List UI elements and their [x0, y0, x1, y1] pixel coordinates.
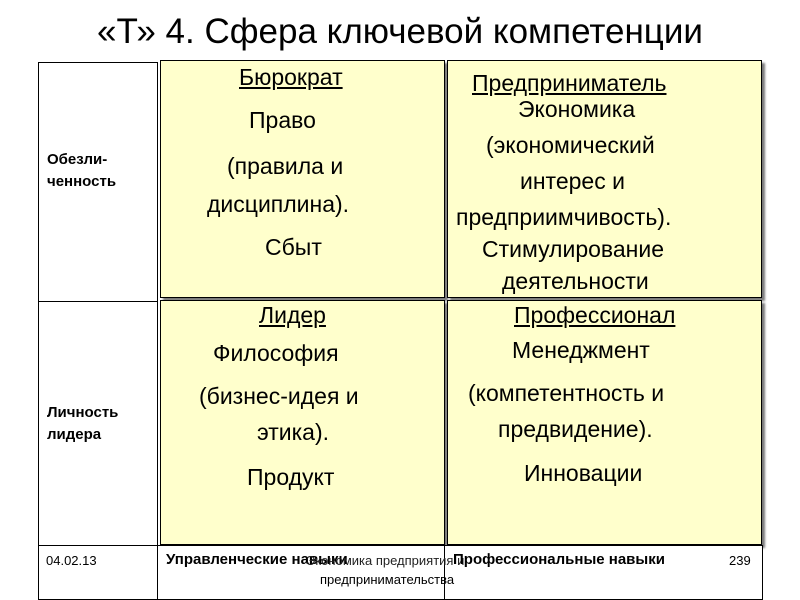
row-label-cell-top: [38, 62, 158, 302]
panel-professional-heading: Профессионал: [514, 302, 676, 328]
panel-leader-line4: Продукт: [247, 464, 335, 490]
row-label-leader-personality: Личность лидера: [47, 404, 119, 443]
panel-leader-line3: этика).: [257, 419, 330, 445]
footer-course-line2: предпринимательства: [320, 572, 455, 587]
footer-date: 04.02.13: [46, 553, 97, 568]
panel-leader-line2: (бизнес-идея и: [199, 383, 359, 409]
panel-entrepreneur-heading: Предприниматель: [472, 70, 667, 96]
panel-bureaucrat-heading: Бюрократ: [239, 64, 343, 90]
panel-bureaucrat-line3: дисциплина).: [207, 191, 350, 217]
panel-bureaucrat-line4: Сбыт: [265, 234, 322, 260]
row-label-impersonality: Обезли- ченность: [47, 151, 117, 190]
panel-leader-heading: Лидер: [259, 302, 326, 328]
row-label-cell-bottom: [38, 301, 158, 546]
panel-entrepreneur-line3: интерес и: [520, 168, 625, 194]
panel-bureaucrat-line2: (правила и: [227, 153, 344, 179]
footer-page-number: 239: [729, 553, 751, 568]
panel-bureaucrat: [160, 60, 445, 298]
panel-leader-line1: Философия: [213, 340, 339, 366]
panel-leader: [160, 300, 445, 545]
panel-professional-line3: предвидение).: [498, 416, 653, 442]
panel-professional: [447, 300, 762, 545]
slide-title: «Т» 4. Сфера ключевой компетенции: [97, 12, 703, 51]
panel-entrepreneur-line1: Экономика: [518, 96, 636, 122]
panel-professional-line2: (компетентность и: [468, 380, 665, 406]
panel-bureaucrat-line1: Право: [249, 107, 316, 133]
panel-entrepreneur: [447, 60, 762, 298]
panel-entrepreneur-line6: деятельности: [502, 268, 649, 294]
panel-professional-line4: Инновации: [524, 460, 643, 486]
panel-entrepreneur-line5: Стимулирование: [482, 236, 665, 262]
panel-professional-line1: Менеджмент: [512, 337, 650, 363]
professional-skills-label: Профессиональные навыки: [453, 551, 665, 568]
panel-entrepreneur-line4: предприимчивость).: [456, 204, 672, 230]
panel-entrepreneur-line2: (экономический: [486, 132, 655, 158]
footer-course-line1: Экономика предприятия и: [306, 553, 465, 568]
management-skills-label: Управленческие навыки: [166, 551, 348, 568]
